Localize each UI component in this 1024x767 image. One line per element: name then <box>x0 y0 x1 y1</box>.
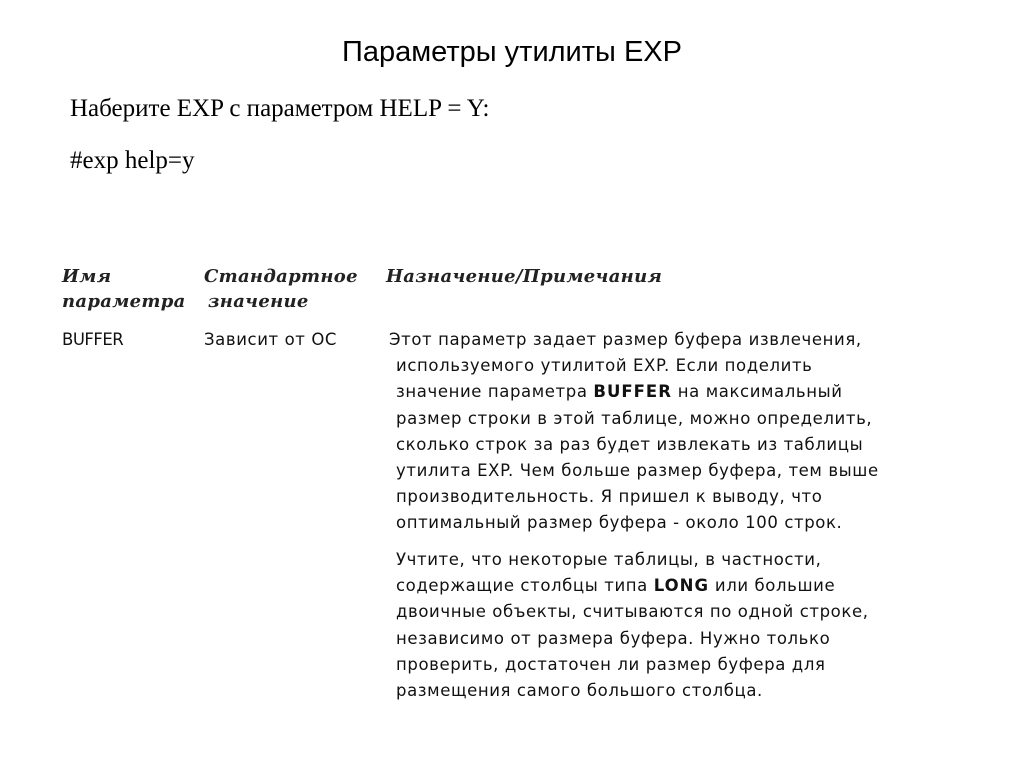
note-text: значение параметра <box>396 382 594 402</box>
note-line: двоичные объекты, считываются по одной строке, <box>396 602 869 622</box>
note-line: Учтите, что некоторые таблицы, в частности, <box>396 550 822 569</box>
param-note-paragraph <box>389 327 989 537</box>
keyword-long: LONG <box>653 576 710 596</box>
keyword-buffer: BUFFER <box>593 382 672 402</box>
note-text: или большие <box>709 576 836 596</box>
note-line: утилита EXP. Чем больше размер буфера, тем выше <box>396 461 879 481</box>
header-purpose: Назначение/Примечания <box>386 266 663 287</box>
header-text: Стандартное <box>204 266 358 287</box>
note-line: оптимальный размер буфера - около 100 строк. <box>396 513 843 533</box>
note-line <box>389 573 989 599</box>
note-line: размещения самого большого столбца. <box>396 681 763 701</box>
header-text: параметра <box>62 291 186 312</box>
intro-text: Наберите EXP с параметром HELP = Y: <box>70 95 490 122</box>
note-line: независимо от размера буфера. Нужно только <box>396 628 831 648</box>
param-name-cell: BUFFER <box>62 330 124 349</box>
note-line: используемого утилитой EXP. Если поделить <box>396 356 813 376</box>
note-line: Этот параметр задает размер буфера извлечения, <box>389 330 862 349</box>
param-default-cell: Зависит от ОС <box>204 330 338 349</box>
header-parameter-name <box>62 264 186 314</box>
header-text: значение <box>208 291 309 312</box>
note-line: производительность. Я пришел к выводу, что <box>396 487 823 507</box>
note-line: размер строки в этой таблице, можно определить, <box>396 408 873 428</box>
command-example: #exp help=y <box>70 147 195 174</box>
slide-title: Параметры утилиты EXP <box>342 36 682 68</box>
note-line <box>389 379 989 405</box>
note-text: содержащие столбцы типа <box>396 576 654 596</box>
header-text: Имя <box>62 266 112 287</box>
header-default-value <box>204 264 358 314</box>
param-note-paragraph <box>389 547 989 704</box>
note-line: сколько строк за раз будет извлекать из таблицы <box>396 434 864 454</box>
note-line: проверить, достаточен ли размер буфера для <box>396 654 826 674</box>
note-text: на максимальный <box>671 382 843 402</box>
